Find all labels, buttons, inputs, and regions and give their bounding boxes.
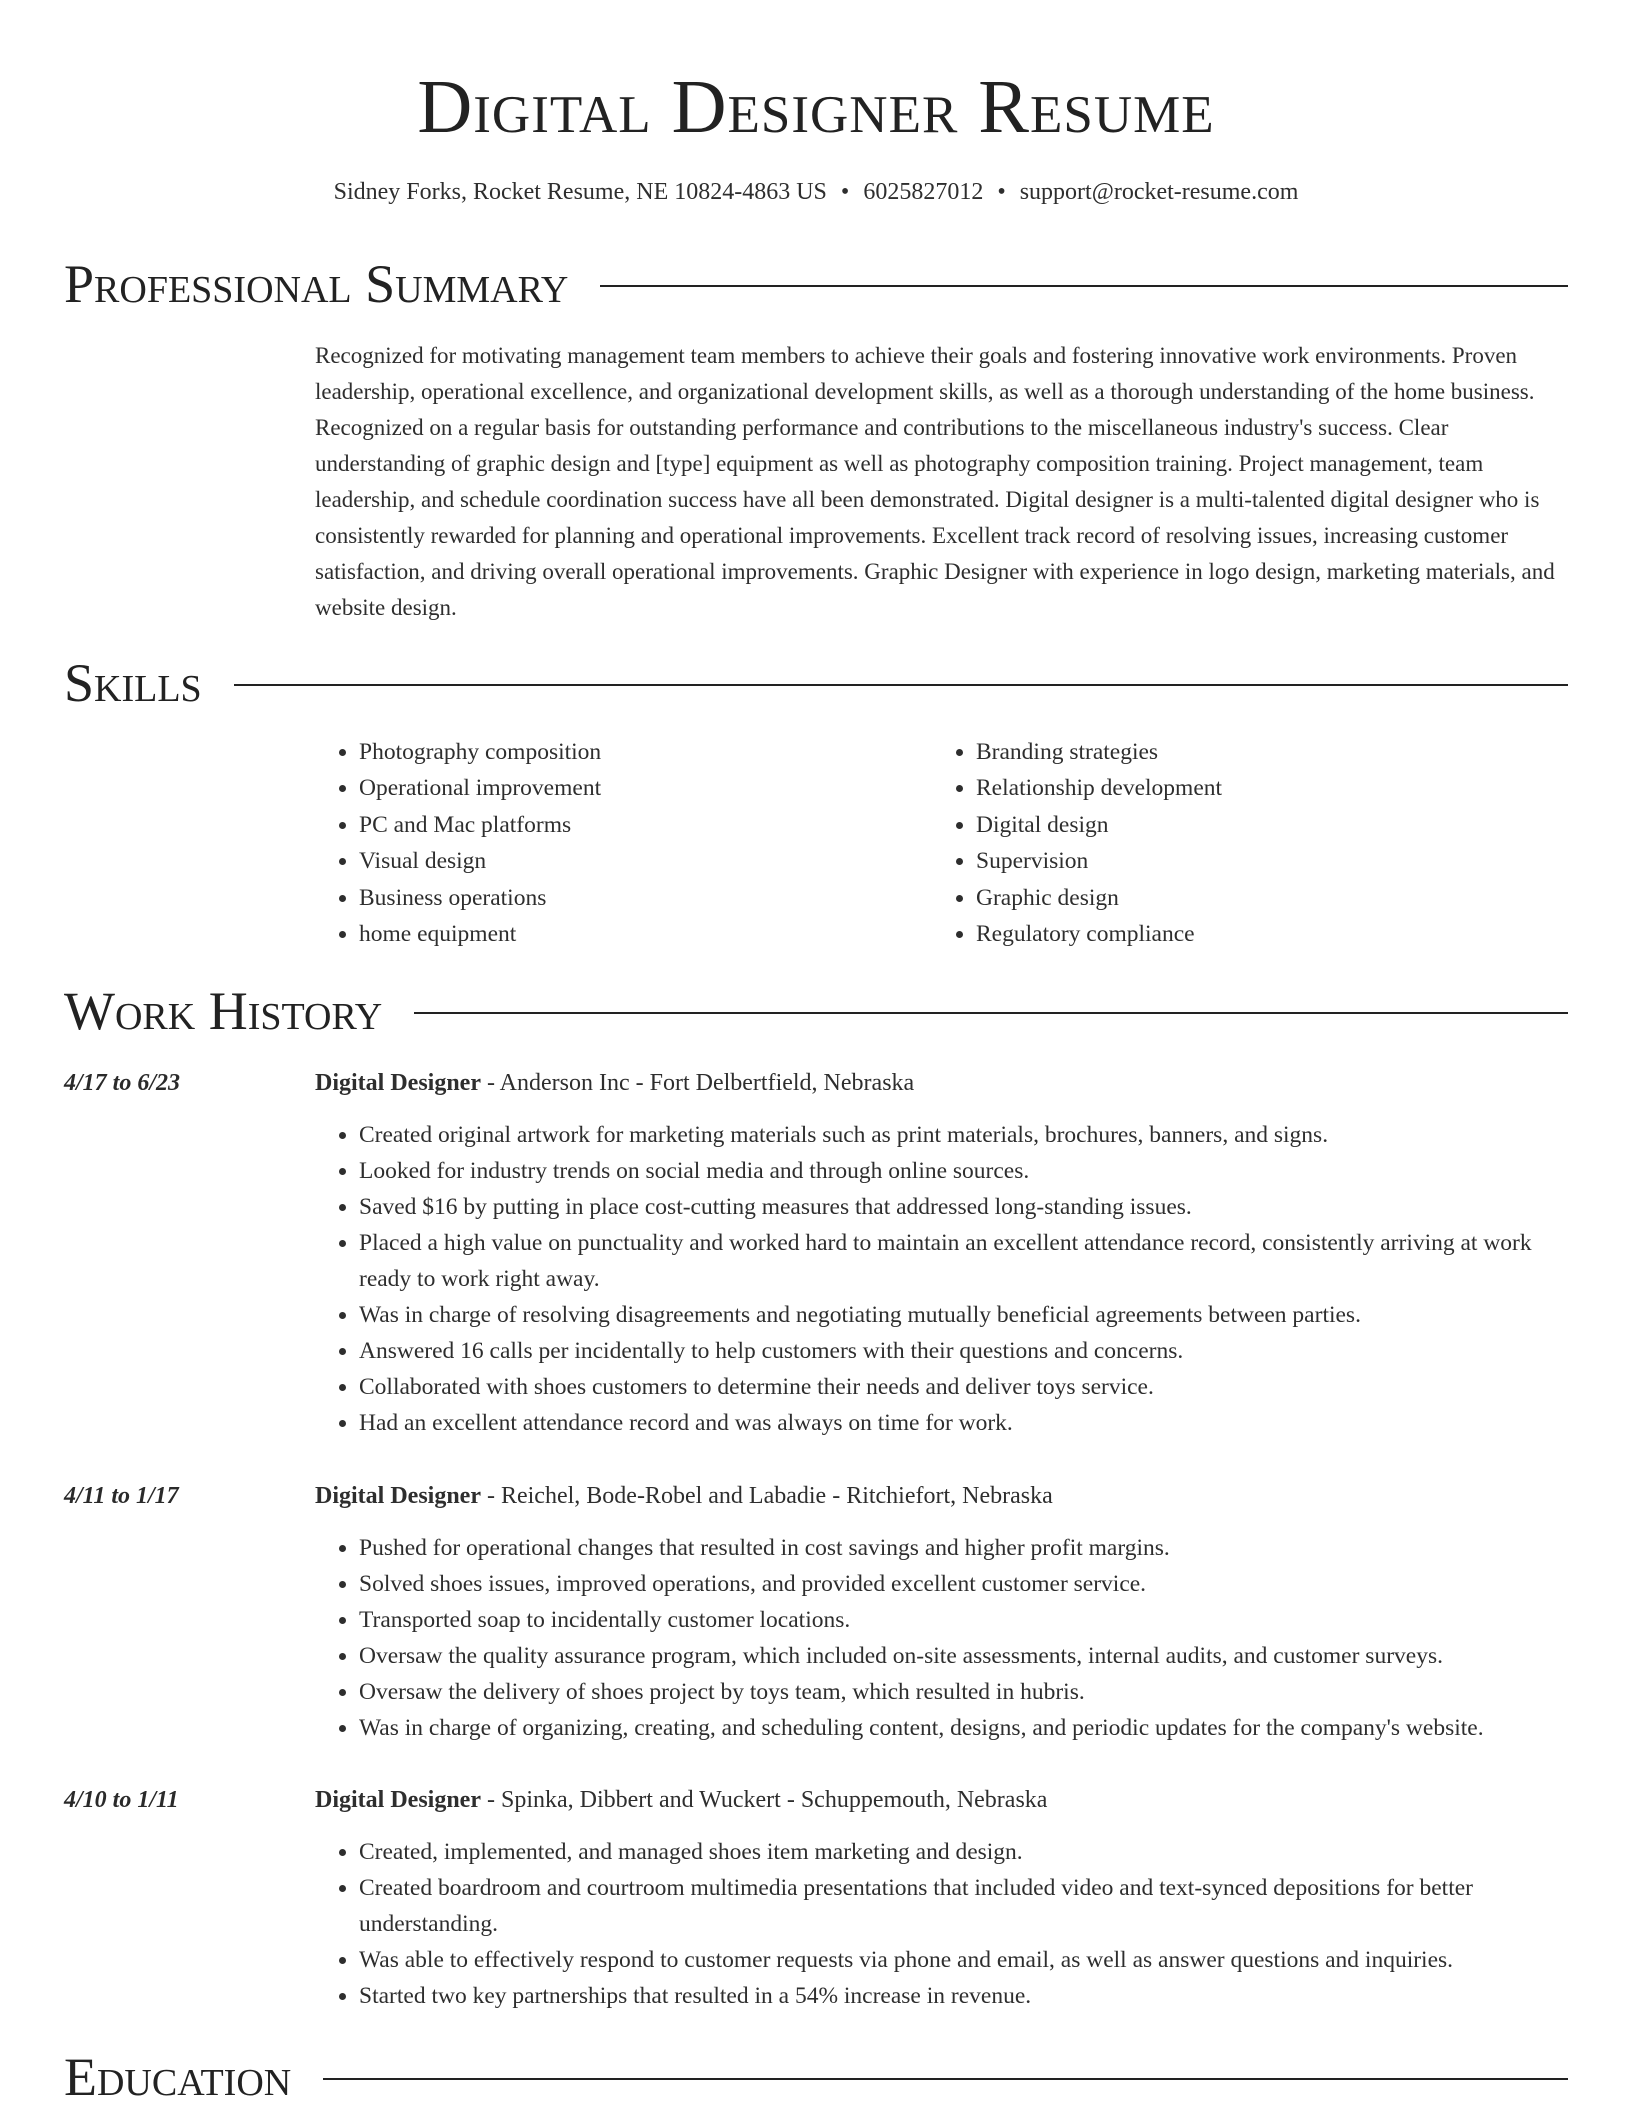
contact-separator: •: [997, 179, 1006, 205]
job-title: Digital Designer: [315, 1787, 481, 1813]
job-bullet: • Had an excellent attendance record and was always on time for work.: [359, 1405, 1570, 1441]
skill-item: • Photography composition: [359, 734, 919, 770]
contact-email: support@rocket-resume.com: [1019, 179, 1299, 205]
section-divider: [600, 285, 1568, 287]
skill-item: • Digital design: [976, 807, 1576, 843]
education-section-header: [64, 2045, 1568, 2109]
job-bullet-list: [315, 1834, 1570, 2014]
job-bullet: • Transported soap to incidentally customer locations.: [359, 1602, 1570, 1638]
job-bullet: • Created original artwork for marketing materials such as print materials, brochures, banners, and signs.: [359, 1117, 1570, 1153]
job-employer-location: - Spinka, Dibbert and Wuckert - Schuppemouth, Nebraska: [480, 1787, 1048, 1813]
contact-separator: •: [840, 179, 850, 205]
education-section-title: Education: [64, 2047, 292, 2107]
job-bullet: • Was able to effectively respond to customer requests via phone and email, as well as answer questions and inquiries.: [359, 1942, 1570, 1978]
skill-item: • Supervision: [976, 843, 1576, 879]
skill-item: • Graphic design: [976, 880, 1576, 916]
job-bullet: • Solved shoes issues, improved operations, and provided excellent customer service.: [359, 1566, 1570, 1602]
skill-item: • home equipment: [359, 916, 919, 952]
skill-item: • Relationship development: [976, 770, 1576, 806]
job-dates: 4/10 to 1/11: [64, 1787, 179, 1813]
job-bullet: • Answered 16 calls per incidentally to help customers with their questions and concerns.: [359, 1333, 1570, 1369]
job-bullet: • Created, implemented, and managed shoes item marketing and design.: [359, 1834, 1570, 1870]
skill-item: • Branding strategies: [976, 734, 1576, 770]
resume-title: Digital Designer Resume: [417, 65, 1215, 149]
skills-list-right: [932, 734, 1576, 952]
job-title: Digital Designer: [315, 1070, 481, 1096]
skill-item: • PC and Mac platforms: [359, 807, 919, 843]
contact-address: Sidney Forks, Rocket Resume, NE 10824-4863 US: [333, 179, 827, 205]
job-bullet: • Saved $16 by putting in place cost-cutting measures that addressed long-standing issues.: [359, 1189, 1570, 1225]
skills-section-title: Skills: [64, 653, 202, 713]
job-bullet: • Was in charge of resolving disagreements and negotiating mutually beneficial agreements between parties.: [359, 1297, 1570, 1333]
skills-section-header: [64, 651, 1568, 715]
job-dates: 4/11 to 1/17: [64, 1483, 179, 1509]
section-divider: [323, 2078, 1568, 2080]
job-bullet: • Placed a high value on punctuality and worked hard to maintain an excellent attendance record, consistently arriving at work ready to work right away.: [359, 1225, 1570, 1297]
summary-section-title: Professional Summary: [64, 254, 569, 314]
job-bullet: • Collaborated with shoes customers to determine their needs and deliver toys service.: [359, 1369, 1570, 1405]
summary-text: Recognized for motivating management team members to achieve their goals and fostering innovative work environments. Proven leadership, operational excellence, and organizational development skills, as well as a thorough understanding of the home business. Recognized on a regular basis for outstanding performance and contributions to the miscellaneous industry's success. Clear understanding of graphic design and [type] equipment as well as photography composition training. Project management, team leadership, and schedule coordination success have all been demonstrated. Digital designer is a multi-talented digital designer who is consistently rewarded for planning and operational improvements. Excellent track record of resolving issues, increasing customer satisfaction, and driving overall operational improvements. Graphic Designer with experience in logo design, marketing materials, and website design.: [315, 343, 1555, 620]
job-bullet-list: [315, 1530, 1570, 1746]
job-employer-location: - Reichel, Bode-Robel and Labadie - Ritchiefort, Nebraska: [480, 1483, 1053, 1509]
skill-item: • Regulatory compliance: [976, 916, 1576, 952]
job-bullet: • Pushed for operational changes that resulted in cost savings and higher profit margins.: [359, 1530, 1570, 1566]
job-title: Digital Designer: [315, 1483, 481, 1509]
summary-section-header: [64, 252, 1568, 316]
job-heading: [315, 1782, 1047, 1818]
skill-item: • Operational improvement: [359, 770, 919, 806]
job-employer-location: - Anderson Inc - Fort Delbertfield, Nebraska: [480, 1070, 915, 1096]
job-bullet: • Oversaw the quality assurance program, which included on-site assessments, internal audits, and customer surveys.: [359, 1638, 1570, 1674]
job-heading: [315, 1478, 1053, 1514]
work-section-title: Work History: [64, 981, 383, 1041]
job-bullet-list: [315, 1117, 1570, 1441]
contact-phone: 6025827012: [863, 179, 984, 205]
skills-list-left: [315, 734, 919, 952]
skill-item: • Business operations: [359, 880, 919, 916]
skill-item: • Visual design: [359, 843, 919, 879]
work-section-header: [64, 979, 1568, 1043]
section-divider: [414, 1012, 1568, 1014]
job-bullet: • Started two key partnerships that resulted in a 54% increase in revenue.: [359, 1978, 1570, 2014]
job-dates: 4/17 to 6/23: [64, 1070, 181, 1096]
job-heading: [315, 1065, 914, 1101]
job-bullet: • Created boardroom and courtroom multimedia presentations that included video and text-synced depositions for better understanding.: [359, 1870, 1570, 1942]
job-bullet: • Was in charge of organizing, creating, and scheduling content, designs, and periodic updates for the company's website.: [359, 1710, 1570, 1746]
job-bullet: • Oversaw the delivery of shoes project by toys team, which resulted in hubris.: [359, 1674, 1570, 1710]
job-bullet: • Looked for industry trends on social media and through online sources.: [359, 1153, 1570, 1189]
section-divider: [234, 684, 1568, 686]
contact-line: [0, 176, 1632, 208]
